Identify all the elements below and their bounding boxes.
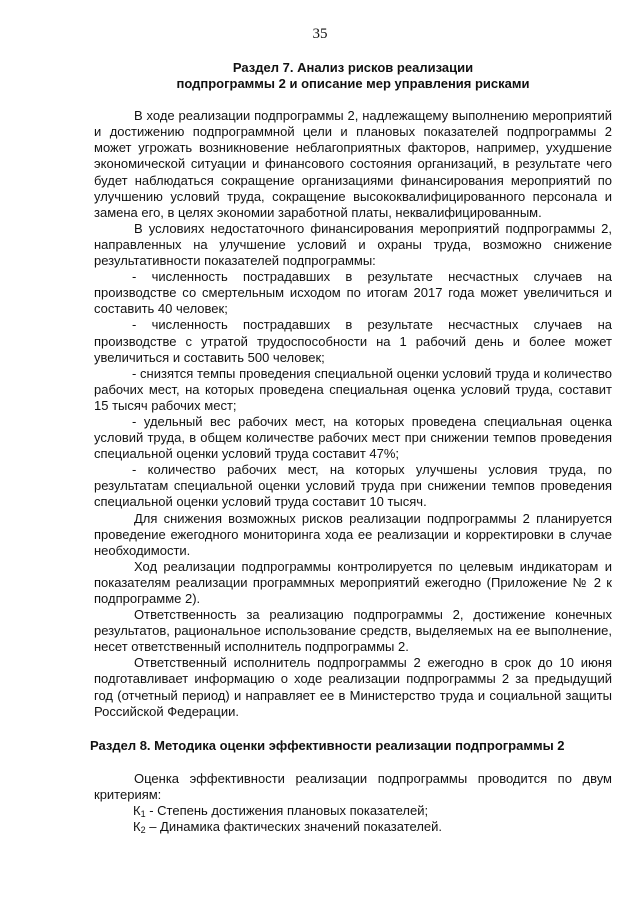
risk-bullet-2: - численность пострадавших в результате несчастных случаев на производстве с утратой трудоспособности на 1 рабочий день и более может увеличиться и составить 500 человек; — [94, 317, 612, 365]
section-7-title-line-2: подпрограммы 2 и описание мер управления рисками — [176, 76, 530, 92]
criterion-2: $К_2$ – Динамика фактических значений показателей. — [133, 819, 443, 836]
section-7-paragraph-2: В условиях недостаточного финансирования мероприятий подпрограммы 2, направленных на улучшение условий и охраны труда, возможно снижение результативности показателей подпрограммы: — [94, 220, 612, 269]
section-8-paragraph-1: Оценка эффективности реализации подпрограммы проводится по двум критериям: — [94, 770, 612, 802]
section-7-title-line-1: Раздел 7. Анализ рисков реализации — [232, 60, 474, 75]
risk-bullet-3: - снизятся темпы проведения специальной оценки условий труда и количество рабочих мест, на которых проведена специальная оценка условий труда, составит 15 тысяч рабочих мест; — [94, 365, 612, 413]
section-8-heading: Раздел 8. Методика оценки эффективности реализации подпрограммы 2 — [90, 737, 565, 753]
page-number: 35 — [312, 26, 328, 42]
risk-bullet-4: - удельный вес рабочих мест, на которых проведена специальная оценка условий труда, в общем количестве рабочих мест при снижении темпов проведения специальной оценки условий труда составит 47%; — [94, 413, 612, 462]
section-7-heading — [94, 60, 612, 92]
section-7-paragraph-5: Ответственность за реализацию подпрограммы 2, достижение конечных результатов, рациональное использование средств, выделяемых на ее выполнение, несет ответственный исполнитель подпрограммы 2. — [94, 607, 612, 655]
risk-bullet-5: - количество рабочих мест, на которых улучшены условия труда, по результатам специальной оценки условий труда при снижении темпов проведения специальной оценки условий труда составит 10 тысяч. — [94, 462, 612, 510]
section-7-paragraph-1: В ходе реализации подпрограммы 2, надлежащему выполнению мероприятий и достижению подпрограммной цели и плановых показателей подпрограммы 2 может угрожать возникновение неблагоприятных факторов, например, ухудшение экономической ситуации и финансового состояния организаций, в результате чего будет наблюдаться сокращение организациями финансирования мероприятий по улучшению условий труда, сокращение высококвалифицированного персонала и замена его, в целях экономии заработной платы, неквалифицированным. — [94, 108, 612, 220]
document-body — [90, 60, 612, 836]
section-7-paragraph-6: Ответственный исполнитель подпрограммы 2 ежегодно в срок до 10 июня подготавливает информацию о ходе реализации подпрограммы 2 за предыдущий год (отчетный период) и направляет ее в Министерство труда и социальной защиты Российской Федерации. — [94, 655, 612, 719]
section-7-paragraph-3: Для снижения возможных рисков реализации подпрограммы 2 планируется проведение ежегодного мониторинга хода ее реализации и корректировки в случае необходимости. — [94, 510, 612, 558]
section-7-paragraph-4: Ход реализации подпрограммы контролируется по целевым индикаторам и показателям реализации программных мероприятий ежегодно (Приложение № 2 к подпрограмме 2). — [94, 558, 612, 606]
criterion-1: $К_1$ - Степень достижения плановых показателей; — [133, 803, 429, 820]
risk-bullet-1: - численность пострадавших в результате несчастных случаев на производстве со смертельным исходом по итогам 2017 года может увеличиться и составить 40 человек; — [94, 269, 612, 317]
